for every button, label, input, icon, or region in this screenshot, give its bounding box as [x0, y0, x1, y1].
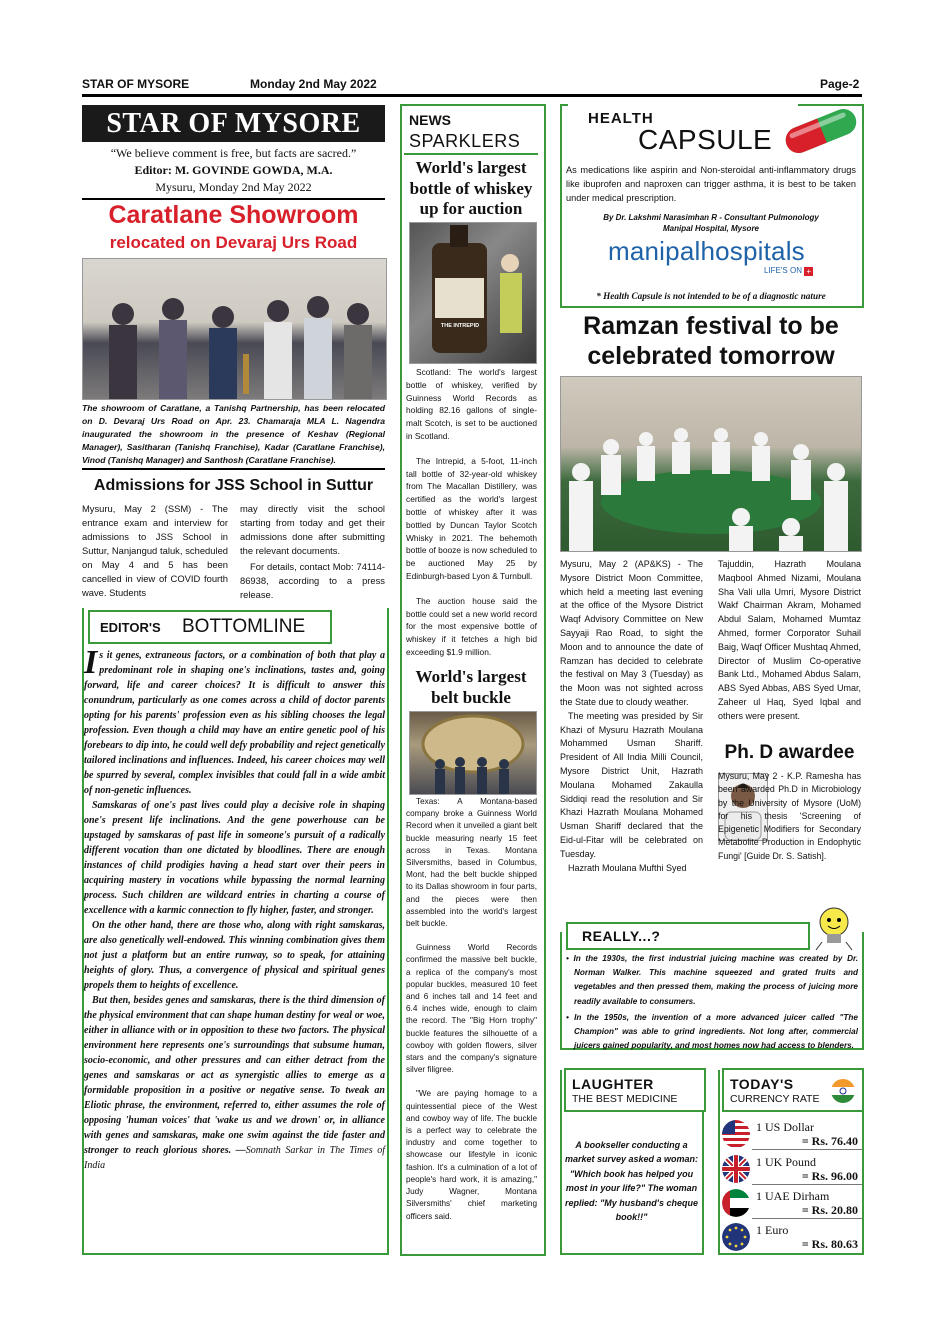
really-tab — [566, 922, 810, 950]
running-header-paper: STAR OF MYSORE — [82, 77, 190, 91]
buckle-paragraph: "We are paying homage to a quintessential piece of the West and cowboy way of life. The buckle is a perfect way to celebrate the industry and come together to showcase our lifestyle in iconic fashion. It's a culmination of a lot of people's hard work, it is amazing," Judy Wagner, Montana Silversmiths' chief marketing officers said. — [406, 1089, 537, 1221]
header-rule — [82, 94, 862, 97]
whiskey-bottle-icon — [410, 223, 536, 363]
buckle-paragraph: Guinness World Records confirmed the massive belt buckle, a replica of the company's most popular buckles, measured 10 feet and 6 inches tall and 14 feet and 6.4 inches wide, enough to claim the record. The "Big Horn trophy" buckle features the silhouette of a cowboy with golden flowers, silver stars and the company's signature silver filigree. — [406, 943, 537, 1075]
jss-col1: Mysuru, May 2 (SSM) - The entrance exam and interview for admissions to JSS School in Suttur, Nanjangud taluk, scheduled on May 4 and 5 has been cancelled in view of COVID fourth wave. Students — [82, 503, 228, 598]
whiskey-paragraph: The Intrepid, a 5-foot, 11-inch tall bottle of 32-year-old whiskey from The Macallan Distillery, was certified as the world's largest bottle of whiskey after it was bottled by Duncan Taylor Scotch Whisky in 2021. The behemoth bottle of booze is now scheduled to be auctioned May 25 by Edinburgh-based Lyon & Turnbull. — [406, 455, 537, 581]
health-label-1: HEALTH — [588, 110, 654, 127]
currency-row-aed — [722, 1187, 862, 1219]
laughter-label-2: THE BEST MEDICINE — [572, 1093, 678, 1105]
really-label: REALLY...? — [582, 928, 661, 944]
currency-row-eur — [722, 1221, 862, 1253]
currency-label-2: CURRENCY RATE — [730, 1093, 820, 1105]
india-flag-icon — [830, 1078, 856, 1104]
whiskey-paragraph: Scotland: The world's largest bottle of whiskey, verified by Guinness World Records as holding 82.16 gallons of single-malt Scotch, is set to be auctioned in Scotland. — [406, 367, 537, 441]
currency-row-usd — [722, 1118, 862, 1150]
ramzan-col2: Tajuddin, Hazrath Moulana Maqbool Ahmed Nizami, Moulana Sha Vali ulla Umri, Mysore District Wakf Chairman Akram, Mohamed Abdul Salam, Mohamed Mumtaz Ahmed, former Corporator Suhail Baig, Waqf Officer Mushtaq Ahmed, Director of Muslim Co-operative Bank Ltd., Mohamed Abdus Salam, ABS Syed Abbas, ABS Syed Umar, Zaheer ul Haq, Syed Iqbal and others were present. — [718, 559, 861, 721]
lightbulb-icon — [812, 904, 856, 952]
jss-headline: Admissions for JSS School in Suttur — [93, 477, 374, 494]
buckle-photo-figures — [410, 712, 536, 794]
buckle-headline: World's largest belt buckle — [415, 667, 527, 707]
caratlane-headline: Caratlane Showroom — [108, 201, 359, 229]
uae-flag-icon — [722, 1189, 750, 1217]
whiskey-photo-label: THE INTREPID — [440, 323, 480, 329]
buckle-paragraph: Texas: A Montana-based company broke a Guinness World Record when it unveiled a giant belt buckle measuring nearly 15 feet across in Texas. Montana Silversmiths, based in Columbus, Mont, had the belt buckle shipped to its Dallas showroom in four parts, and the pieces were then assembled into the world's largest belt buckle. — [406, 797, 537, 929]
really-item: • In the 1950s, the invention of a more advanced juicer called "The Champion" was able to grind ingredients. Not long after, commercial juicers gained popularity, and most homes now had access to blenders. — [566, 1012, 858, 1051]
masthead-banner — [82, 105, 385, 142]
currency-value: = Rs. 76.40 — [801, 1134, 858, 1148]
laughter-tab — [564, 1068, 706, 1112]
masthead-dateline: Mysuru, Monday 2nd May 2022 — [155, 180, 312, 194]
news-sparklers-rule — [404, 153, 538, 155]
caratlane-photo-figures — [83, 259, 386, 399]
currency-divider — [752, 1218, 862, 1219]
editorial-tab — [88, 610, 332, 644]
currency-divider — [752, 1184, 862, 1185]
news-sparklers-label-2: SPARKLERS — [409, 131, 521, 151]
masthead-rule — [82, 198, 385, 200]
ramzan-photo — [560, 376, 862, 552]
currency-value: = Rs. 96.00 — [801, 1169, 858, 1183]
editorial-label-bold: EDITOR'S — [100, 620, 161, 635]
health-text: As medications like aspirin and Non-steroidal anti-inflammatory drugs like ibuprofen and naproxen can trigger asthma, it is best to be taken under medical prescription. — [566, 165, 856, 203]
us-flag-icon — [722, 1120, 750, 1148]
masthead-editor: Editor: M. GOVINDE GOWDA, M.A. — [134, 163, 333, 177]
whiskey-text — [406, 366, 537, 659]
laughter-label-1: LAUGHTER — [572, 1076, 654, 1092]
whiskey-photo — [409, 222, 537, 364]
ramzan-paragraph: Mysuru, May 2 (AP&KS) - The Mysore District Moon Committee, which held a meeting last evening at the office of the Mysore District Waqf Advisory Committee on New Sayyaji Rao Road, to sight the Moon and to announce the date of Ramzan has decided to celebrate the festival on May 3 (Tuesday) as the Moon was not sighted across the State due to cloudy weather. — [560, 559, 703, 707]
phd-text: Mysuru, May 2 - K.P. Ramesha has been awarded Ph.D in Microbiology by the University of Mysore (UoM) for his thesis 'Screening of Epigenetic Modifiers for Secondary Metabolite Production in Endophytic Fungi' [Guide Dr. S. Satish]. — [718, 771, 861, 861]
ramzan-headline-2: celebrated tomorrow — [587, 342, 835, 370]
ramzan-headline-1: Ramzan festival to be — [583, 312, 839, 340]
buckle-text — [406, 796, 537, 1223]
editorial-paragraph: On the other hand, there are those who, along with right samskaras, are also genetically well-endowed. This winning combination gives them not just a platform but an entire runway, so to speak, for attaining heights of glory. Thus, a convergence of physical and spiritual genes propels them to heights of excellence. — [84, 920, 385, 991]
editorial-drop-cap: I — [84, 644, 98, 681]
manipal-logo: manipalhospitals — [608, 236, 805, 266]
uk-flag-icon — [722, 1155, 750, 1183]
running-header-page: Page-2 — [820, 77, 860, 91]
really-item: • In the 1930s, the first industrial juicing machine was created by Dr. Norman Walker. This machine squeezed and grated fruits and vegetables and then pressed them, making the process of juicing more readily available to consumers. — [566, 954, 858, 1006]
manipal-tagline: LIFE'S ON + — [764, 266, 813, 276]
bullet-icon: • — [566, 954, 574, 963]
whiskey-headline: World's largest bottle of whiskey up for auction — [409, 158, 533, 218]
masthead-title: STAR OF MYSORE — [106, 108, 361, 139]
editorial-label-light: BOTTOMLINE — [182, 616, 306, 637]
phd-headline: Ph. D awardee — [724, 742, 855, 763]
currency-name: 1 UAE Dirham — [756, 1189, 830, 1203]
jss-col2b: For details, contact Mob: 74114-86938, according to a press release. — [240, 561, 385, 600]
whiskey-paragraph: The auction house said the bottle could set a new world record for the most expensive bottle of whiskey if it fetches a high bid exceeding $1.9 million. — [406, 595, 537, 657]
ramzan-paragraph: The meeting was presided by Sir Khazi of Mysuru Hazrath Moulana Mohammed Usman Shariff. President of All India Milli Council, Mysore District Unit, Hazrath Moulana Mohamed Zakaulla Siddiqi read the resolution and Sir Khazi Hazrath Moulana Mohamed Usman Shariff declared that the Eid-ul-Fitar will be celebrated on Tuesday. — [560, 710, 703, 859]
ramzan-paragraph: Hazrath Moulana Mufthi Syed — [568, 862, 687, 873]
eu-flag-icon — [722, 1223, 750, 1251]
editorial-paragraph: Samskaras of one's past lives could play a decisive role in shaping one's present life inclinations. And the gene powerhouse can be upstaged by samskaras of past life in someone's pursuit of a radically different vocation than one dictated by bloodlines. There are enough instances of child prodigies having a head start over their peers in acquiring mastery in vocations while bypassing the normal learning process. Such children are wildcard entries in charting a course of excellence with a karmic connection to fly higher, faster, and stronger. — [84, 800, 385, 916]
currency-value: = Rs. 80.63 — [801, 1237, 858, 1251]
caratlane-rule — [82, 468, 385, 470]
plus-icon: + — [804, 267, 813, 276]
currency-value: = Rs. 20.80 — [801, 1203, 858, 1217]
health-disclaimer: * Health Capsule is not intended to be of a diagnostic nature — [596, 291, 826, 301]
health-label-2: CAPSULE — [638, 124, 773, 155]
masthead-motto: “We believe comment is free, but facts are sacred.” — [110, 146, 357, 160]
editorial-paragraph: But then, besides genes and samskaras, there is the third dimension of the physical environment that can shape human destiny for weal or woe, either in alliance with or in opposition to these two factors. The physical environment here represents one's surroundings that subsume human, socio-economic, and other pressures and can either detract from the genes and samskaras or act as synergistic allies to emerge as a formidable proposition in a positive or negative sense. To tweak an Eliotic phrase, the environment, referred to, either assumes the role of opposing 'human voices' that 'wake us and we drown' or, in alliance with genes and samskaras, make one swim against the tide faster and stronger to reach glorious shores. —Somnath Sarkar in The Times of India — [84, 995, 386, 1171]
ramzan-photo-figures — [561, 377, 861, 551]
really-list — [566, 952, 858, 1053]
currency-row-gbp — [722, 1153, 862, 1185]
caratlane-caption: The showroom of Caratlane, a Tanishq Partnership, has been relocated on D. Devaraj Urs Road on Apr. 23. Chamaraja MLA L. Nagendra inaugurated the showroom in the presence of Keshav (Regional Manager), Sasitharan (Tanishq Franchise), Kadar (Caratlane Franchise), Vinod (Tanishq Manager) and Santhosh (Caratlane Franchise). — [82, 403, 385, 466]
editorial-paragraph: Is it genes, extraneous factors, or a combination of both that play a predominant role in shaping one's inclinations, tastes and, going forward, life and career choices? It is difficult to answer this conundrum, particularly as one comes across a child of doctor parents opting for his parents' profession even as his sibling chooses the legal profession. Even though a child may have an entire genetic pool of his forebears to dip into, he could well defy probability and reject genetically tailored inclinations and influences. Indeed, his career choices may well be spurred by several, complex invisibles that could fall in a wide ambit of non-genetic influences. — [84, 644, 385, 796]
editorial-text — [84, 644, 386, 1173]
health-byline-2: Manipal Hospital, Mysore — [662, 224, 760, 233]
news-sparklers-label-1: NEWS — [409, 112, 451, 128]
currency-name: 1 US Dollar — [756, 1120, 814, 1134]
currency-name: 1 Euro — [756, 1223, 789, 1237]
bullet-icon: • — [566, 1012, 575, 1022]
caratlane-subheadline: relocated on Devaraj Urs Road — [109, 233, 358, 252]
caratlane-photo — [82, 258, 387, 400]
currency-name: 1 UK Pound — [756, 1155, 817, 1169]
jss-col2a: may directly visit the school starting from today and get their admissions done after submitting the relevant documents. — [240, 503, 385, 556]
capsule-icon — [780, 106, 862, 156]
currency-divider — [752, 1149, 862, 1150]
editorial-signature: Somnath Sarkar in The Times of India — [84, 1145, 386, 1171]
laughter-joke: A bookseller conducting a market survey asked a woman: "Which book has helped you most in your life?" The woman replied: "My husband's cheque book!!" — [564, 1140, 699, 1223]
currency-label-1: TODAY'S — [730, 1076, 794, 1092]
running-header-date: Monday 2nd May 2022 — [250, 77, 377, 91]
buckle-photo — [409, 711, 537, 795]
ramzan-col1 — [560, 558, 703, 875]
health-byline-1: By Dr. Lakshmi Narasimhan R - Consultant Pulmonology — [603, 213, 819, 222]
